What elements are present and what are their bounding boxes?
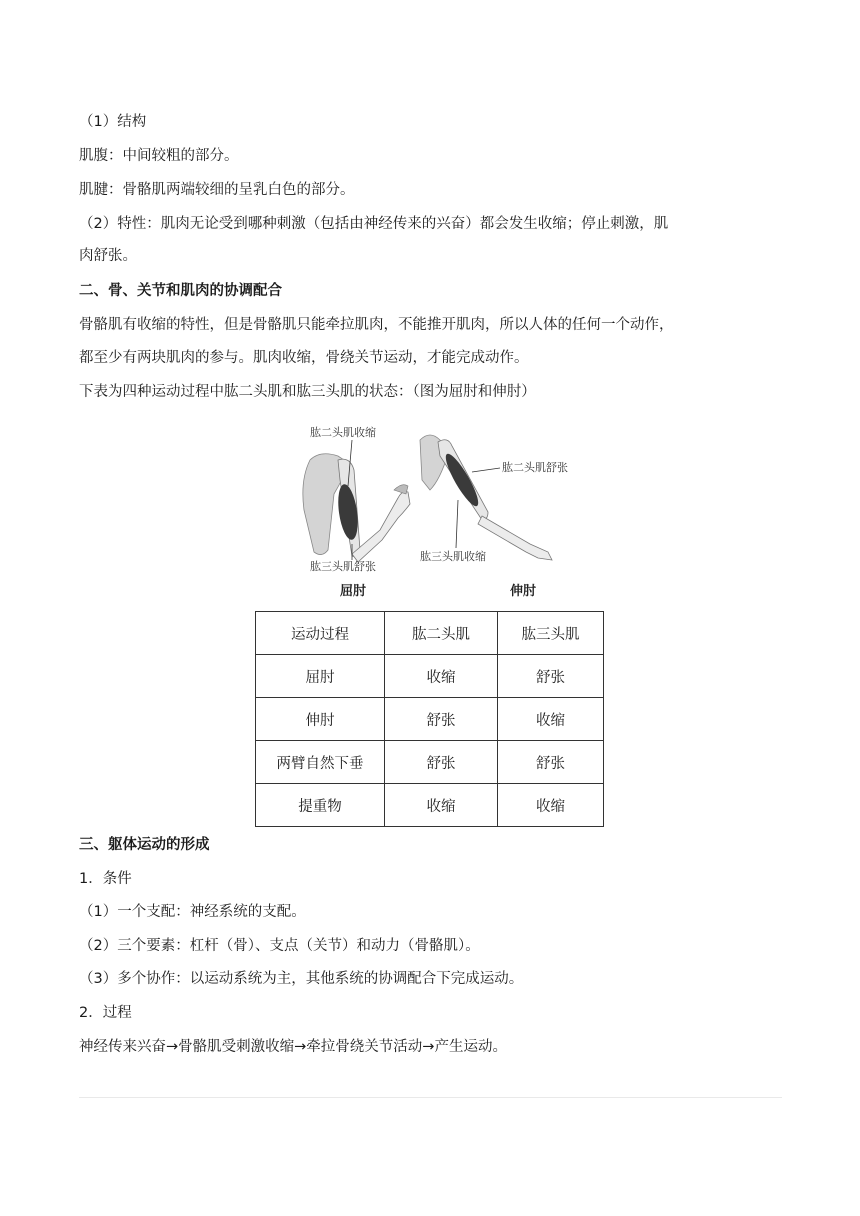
table-cell: 伸肘	[256, 698, 385, 741]
muscle-state-table	[255, 611, 604, 827]
table-cell: 收缩	[498, 698, 604, 741]
label-triceps-relax: 肱三头肌舒张	[310, 560, 376, 573]
arm-flex-extend-figure	[290, 420, 580, 602]
table-cell: 舒张	[498, 655, 604, 698]
label-biceps-contract: 肱二头肌收缩	[310, 426, 376, 439]
label-triceps-contract: 肱三头肌收缩	[420, 550, 486, 563]
table-cell: 屈肘	[256, 655, 385, 698]
text-property-cont: 肉舒张。	[79, 248, 137, 264]
heading-formation: 三、躯体运动的形成	[79, 837, 210, 853]
table-cell: 舒张	[385, 698, 498, 741]
text-coordination-2: 都至少有两块肌肉的参与。肌肉收缩，骨绕关节运动，才能完成动作。	[79, 350, 529, 366]
label-biceps-relax: 肱二头肌舒张	[502, 461, 568, 474]
table-header-row	[256, 612, 604, 655]
flexed-arm-illustration	[303, 440, 410, 562]
table-cell: 两臂自然下垂	[256, 741, 385, 784]
table-header-cell: 肱二头肌	[385, 612, 498, 655]
text-coordination-1: 骨骼肌有收缩的特性，但是骨骼肌只能牵拉肌肉，不能推开肌肉，所以人体的任何一个动作，	[79, 317, 674, 333]
table-header-cell: 肱三头肌	[498, 612, 604, 655]
table-cell: 舒张	[385, 741, 498, 784]
caption-flex: 屈肘	[340, 584, 367, 599]
text-table-intro: 下表为四种运动过程中肱二头肌和肱三头肌的状态：（图为屈肘和伸肘）	[79, 384, 536, 400]
table-cell: 收缩	[385, 655, 498, 698]
text-condition-2: （2）三个要素：杠杆（骨）、支点（关节）和动力（骨骼肌）。	[79, 938, 480, 954]
footer-divider	[79, 1097, 782, 1098]
subheading-process: 2．过程	[79, 1005, 132, 1021]
text-property: （2）特性：肌肉无论受到哪种刺激（包括由神经传来的兴奋）都会发生收缩；停止刺激，肌	[79, 216, 669, 232]
table-cell: 舒张	[498, 741, 604, 784]
subsection-structure: （1）结构	[79, 114, 147, 130]
table-row	[256, 655, 604, 698]
text-condition-1: （1）一个支配：神经系统的支配。	[79, 904, 306, 920]
subheading-conditions: 1．条件	[79, 871, 132, 887]
table-cell: 提重物	[256, 784, 385, 827]
heading-coordination: 二、骨、关节和肌肉的协调配合	[79, 283, 282, 299]
caption-extend: 伸肘	[510, 584, 537, 599]
table-header-cell: 运动过程	[256, 612, 385, 655]
table-row	[256, 784, 604, 827]
table-row	[256, 741, 604, 784]
text-condition-3: （3）多个协作：以运动系统为主，其他系统的协调配合下完成运动。	[79, 971, 524, 987]
extended-arm-illustration	[420, 435, 552, 560]
text-muscle-belly: 肌腹：中间较粗的部分。	[79, 148, 239, 164]
table-cell: 收缩	[385, 784, 498, 827]
text-process: 神经传来兴奋→骨骼肌受刺激收缩→牵拉骨绕关节活动→产生运动。	[79, 1039, 507, 1055]
text-tendon: 肌腱：骨骼肌两端较细的呈乳白色的部分。	[79, 182, 355, 198]
table-row	[256, 698, 604, 741]
table-cell: 收缩	[498, 784, 604, 827]
